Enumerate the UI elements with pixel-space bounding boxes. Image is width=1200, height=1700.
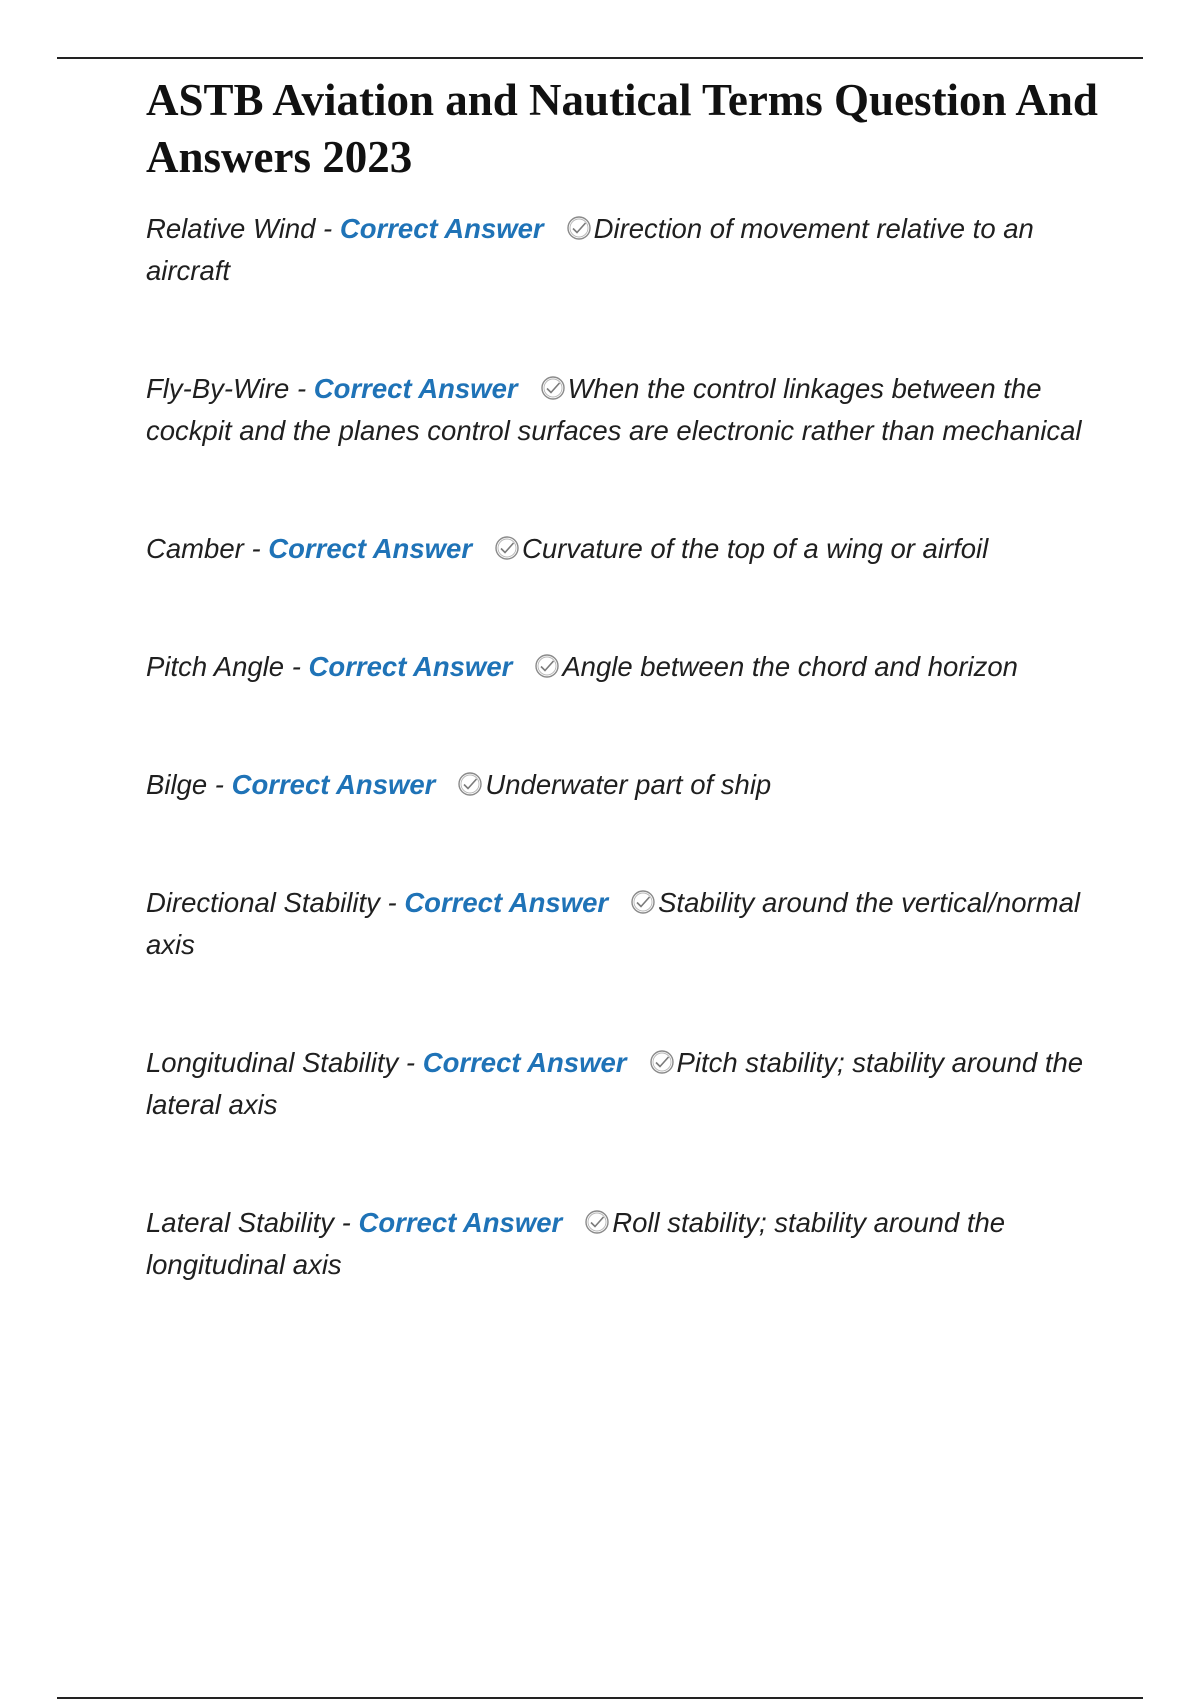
correct-answer-label: Correct Answer: [308, 651, 513, 682]
qa-item: [146, 368, 1086, 452]
check-circle-icon: [540, 375, 566, 401]
bottom-rule: [57, 1697, 1143, 1699]
check-circle-icon: [584, 1209, 610, 1235]
separator: -: [289, 373, 314, 404]
answer: Direction of movement relative to an aircraft: [146, 213, 1034, 286]
check-circle-icon: [494, 535, 520, 561]
qa-item: [146, 1202, 1086, 1286]
check-circle-icon: [649, 1049, 675, 1075]
separator: -: [398, 1047, 423, 1078]
check-circle-icon: [630, 889, 656, 915]
check-circle-icon: [457, 771, 483, 797]
term: Longitudinal Stability: [146, 1047, 399, 1078]
term: Directional Stability: [146, 887, 380, 918]
term: Camber: [146, 533, 244, 564]
qa-item: [146, 882, 1086, 966]
separator: -: [334, 1207, 359, 1238]
term: Fly-By-Wire: [146, 373, 290, 404]
separator: -: [284, 651, 309, 682]
answer: Stability around the vertical/normal axis: [146, 887, 1080, 960]
answer: Roll stability; stability around the longitudinal axis: [146, 1207, 1006, 1280]
qa-item: [146, 528, 1086, 570]
check-circle-icon: [534, 653, 560, 679]
top-rule: [57, 57, 1143, 59]
correct-answer-label: Correct Answer: [358, 1207, 563, 1238]
correct-answer-label: Correct Answer: [404, 887, 609, 918]
page-title: ASTB Aviation and Nautical Terms Question And Answers 2023: [146, 75, 1098, 182]
qa-item: [146, 208, 1086, 292]
qa-list: [146, 208, 1086, 1286]
separator: -: [379, 887, 405, 918]
answer: When the control linkages between the cockpit and the planes control surfaces are electronic rather than mechanical: [146, 373, 1082, 446]
correct-answer-label: Correct Answer: [422, 1047, 627, 1078]
term: Relative Wind: [146, 213, 316, 244]
separator: -: [207, 769, 232, 800]
qa-item: [146, 646, 1086, 688]
correct-answer-label: Correct Answer: [339, 213, 544, 244]
separator: -: [243, 533, 269, 564]
correct-answer-label: Correct Answer: [268, 533, 473, 564]
qa-item: [146, 1042, 1086, 1126]
answer: Curvature of the top of a wing or airfoil: [522, 533, 989, 564]
answer: Pitch stability; stability around the lateral axis: [146, 1047, 1084, 1120]
term: Bilge: [146, 769, 208, 800]
correct-answer-label: Correct Answer: [313, 373, 518, 404]
separator: -: [315, 213, 340, 244]
correct-answer-label: Correct Answer: [231, 769, 436, 800]
term: Pitch Angle: [146, 651, 285, 682]
qa-item: [146, 764, 1086, 806]
check-circle-icon: [566, 215, 592, 241]
answer: Underwater part of ship: [485, 769, 772, 800]
term: Lateral Stability: [146, 1207, 335, 1238]
answer: Angle between the chord and horizon: [562, 651, 1018, 682]
